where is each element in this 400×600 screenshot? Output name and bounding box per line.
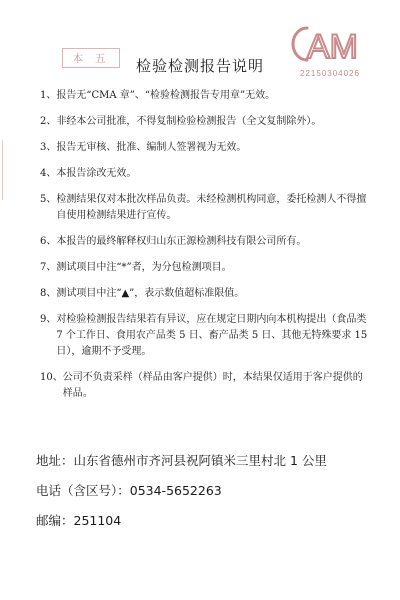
notice-item-number: 8、 [40, 288, 57, 299]
notice-item-text: 测试项目中注“▲”，表示数值超标准限值。 [56, 288, 245, 299]
notice-item-text: 报告无审核、批准、编制人签署视为无效。 [56, 142, 247, 153]
postcode-line: 邮编：251104 [36, 513, 122, 528]
phone-line: 电话（含区号）：0534-5652263 [36, 483, 222, 498]
notice-item-number: 10、 [40, 372, 63, 383]
notice-item [40, 260, 370, 276]
notice-item [40, 114, 370, 130]
notice-item-number: 4、 [40, 168, 57, 179]
small-stamp: 本 五 [62, 48, 120, 68]
notice-item [40, 140, 370, 156]
edge-stamp-mark [2, 140, 9, 200]
notice-item-text: 非经本公司批准，不得复制检验检测报告（全文复制除外）。 [56, 116, 322, 127]
notice-item [40, 88, 370, 104]
contact-block [36, 446, 376, 536]
notice-item [40, 370, 370, 402]
notice-item [40, 234, 370, 250]
notice-item-text: 测试项目中注“*”者，为分包检测项目。 [56, 262, 232, 273]
notice-item-number: 7、 [40, 262, 57, 273]
cma-logo-serial: 22150304026 [300, 69, 360, 78]
notice-item-text: 公司不负责采样（样品由客户提供）时，本结果仅适用于客户提供的样品。 [62, 372, 363, 399]
notice-item-number: 6、 [40, 236, 57, 247]
cma-logo-text: AM [307, 28, 358, 66]
notice-item-text: 本报告的最终解释权归山东正源检测科技有限公司所有。 [56, 236, 307, 247]
notice-item-text: 报告无“CMA 章”、“检验检测报告专用章”无效。 [56, 90, 276, 101]
notice-item [40, 286, 370, 302]
notice-item-text: 本报告涂改无效。 [56, 168, 137, 179]
notice-item-text: 检测结果仅对本批次样品负责。未经检测机构同意，委托检测人不得擅自使用检测结果进行宣传。 [56, 194, 367, 221]
page-title: 检验检测报告说明 [135, 57, 264, 75]
notice-list [40, 88, 370, 412]
notice-item-number: 3、 [40, 142, 57, 153]
notice-item-number: 1、 [40, 90, 57, 101]
notice-item [40, 166, 370, 182]
notice-item [40, 192, 370, 224]
notice-item-number: 9、 [40, 314, 57, 325]
notice-item-text: 对检验检测报告结果若有异议，应在规定日期内向本机构提出（食品类 7 个工作日、食用农产品类 5 日、畜产品类 5 日、其他无特殊要求 15 日），逾期不予受理。 [56, 314, 368, 357]
notice-item [40, 312, 370, 360]
notice-item-number: 2、 [40, 116, 57, 127]
address-line: 地址：山东省德州市齐河县祝阿镇米三里村北 1 公里 [36, 453, 327, 468]
notice-item-number: 5、 [40, 194, 57, 205]
